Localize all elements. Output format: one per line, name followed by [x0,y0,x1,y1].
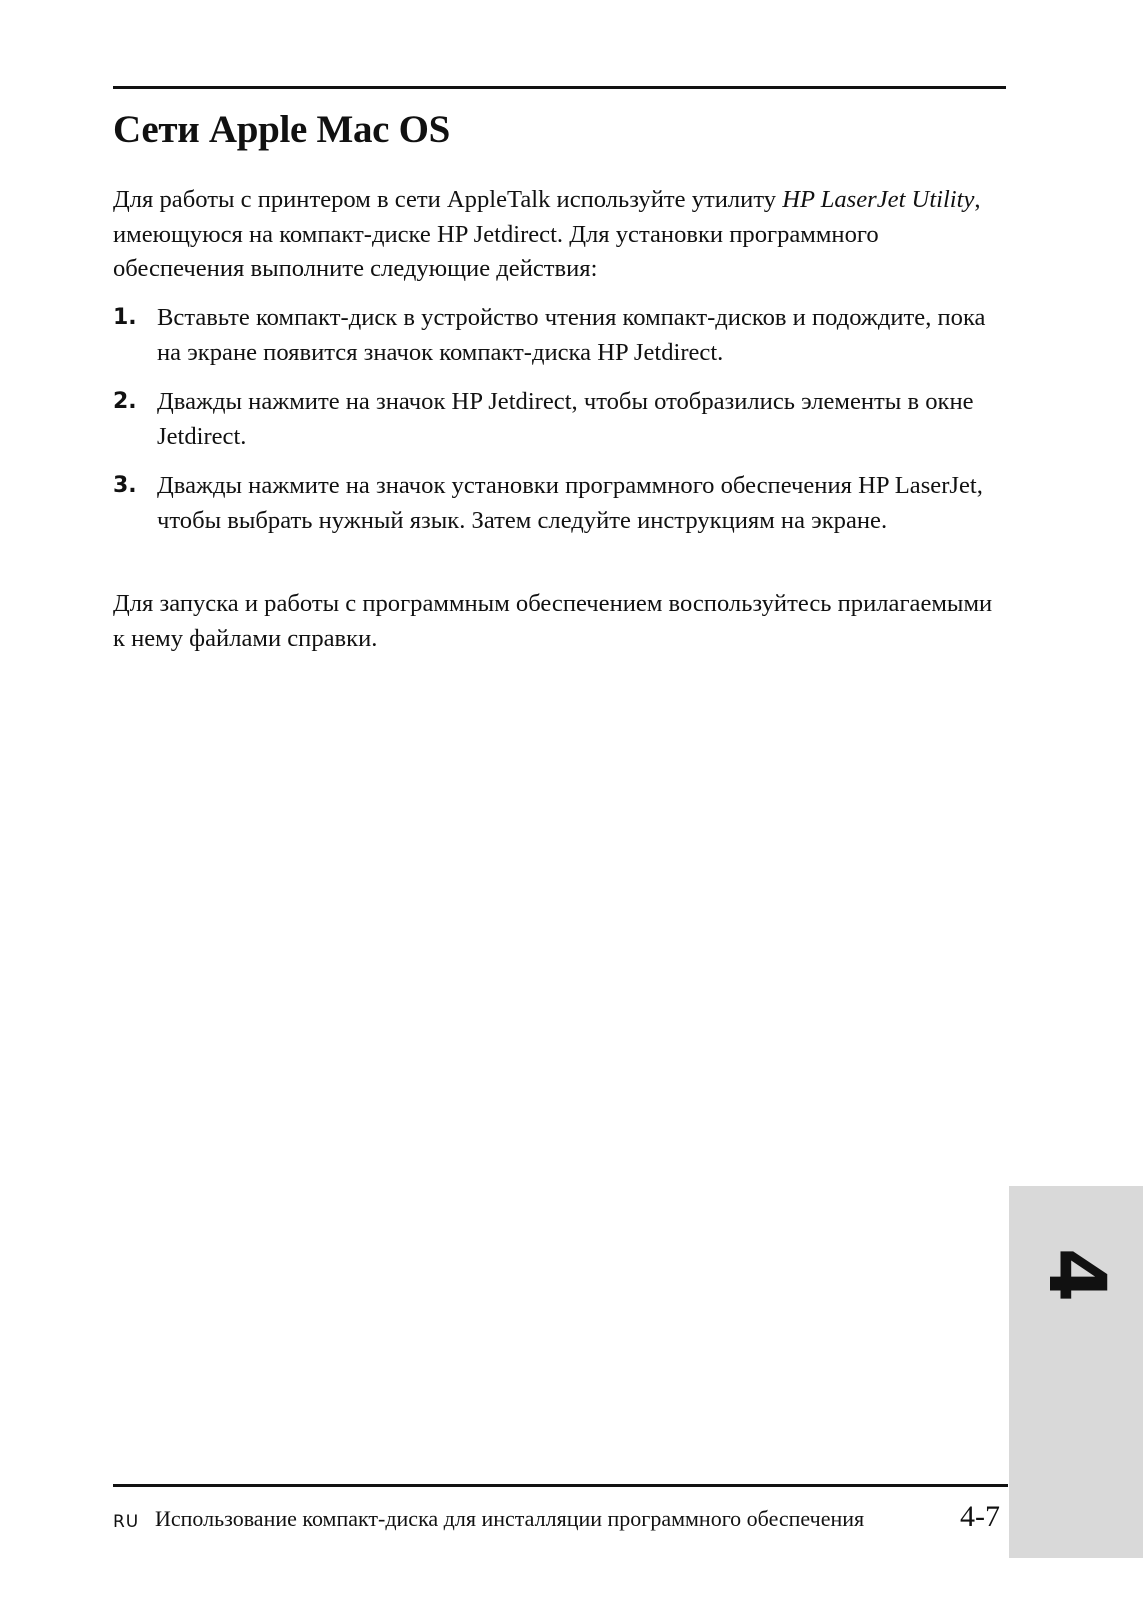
page-footer [113,1502,1008,1542]
step-number-1: 1. [113,305,137,330]
intro-text-start: Для работы с принтером в сети AppleTalk используйте утилиту [113,186,783,213]
chapter-tab-number-box [1009,1186,1143,1558]
step-text-3: Дважды нажмите на значок установки программного обеспечения HP LaserJet, чтобы выбрать нужный язык. Затем следуйте инструкциям на экране. [157,472,983,534]
step-text-2: Дважды нажмите на значок HP Jetdirect, чтобы отобразились элементы в окне Jetdirect. [157,388,974,450]
top-rule [113,86,1006,89]
page-number: 4-7 [960,1500,1000,1533]
intro-text-end: , имеющуюся на компакт-диске HP Jetdirect. Для установки программного обеспечения выполните следующие действия: [113,186,981,282]
footer-language-code: RU [113,1512,140,1532]
step-number-3: 3. [113,473,137,498]
step-number-2: 2. [113,389,137,414]
closing-paragraph: Для запуска и работы с программным обеспечением воспользуйтесь прилагаемыми к нему файлами справки. [113,590,993,652]
bottom-rule [113,1484,1008,1487]
utility-name: HP LaserJet Utility [782,186,975,213]
step-text-1: Вставьте компакт-диск в устройство чтения компакт-дисков и подождите, пока на экране появится значок компакт-диска HP Jetdirect. [157,304,986,366]
section-title: Сети Apple Mac OS [113,108,451,151]
footer-chapter-title: Использование компакт-диска для инсталляции программного обеспечения [155,1506,865,1531]
chapter-number: 4 [1031,1247,1121,1303]
chapter-tab [1009,1186,1143,1558]
intro-paragraph [113,183,1008,287]
